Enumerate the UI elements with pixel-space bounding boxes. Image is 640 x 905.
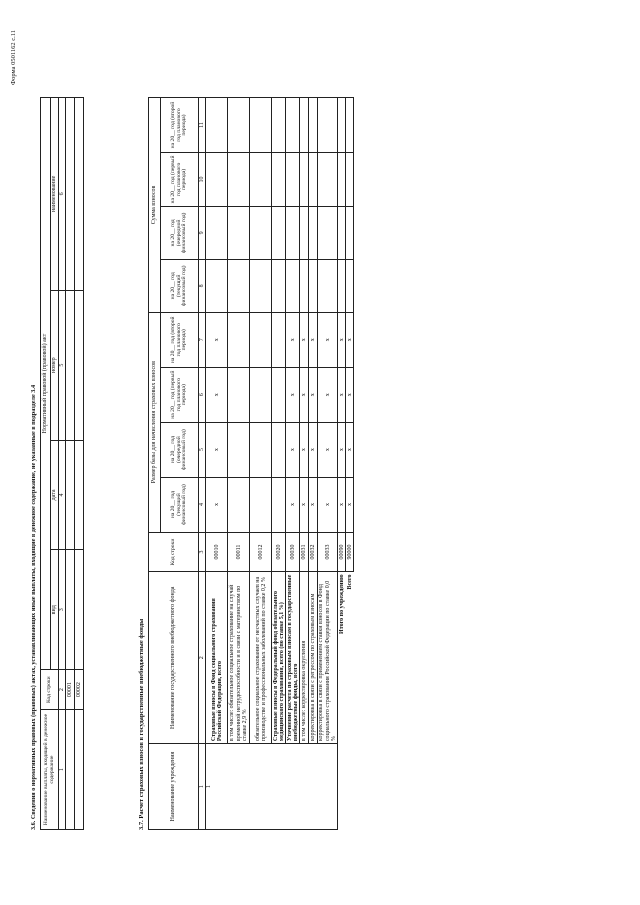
fund-name-cell: в том числе: обязательное социальное страхование на случай временной нетрудоспособности и в связи с материнством по ставке 2,9 % [228,572,250,744]
col-header-year-plan1: на 20__ год (первый год планового периода) [161,153,199,207]
form-label: Форма 0501162 с.11 [10,29,17,85]
base-cell: x [309,312,318,367]
sum-cell[interactable] [206,98,228,153]
sum-cell[interactable] [228,153,250,207]
base-cell: x [309,477,318,532]
col-header-institution: Наименование учреждения [149,744,199,830]
institution-name-cell: 1 [206,744,338,830]
sum-cell[interactable] [228,206,250,259]
table-row [228,98,250,830]
table-row [300,98,309,830]
base-cell: x [300,422,309,477]
base-cell: x [338,422,346,477]
col-number: 2 [59,670,66,710]
base-cell[interactable] [272,422,286,477]
base-cell: x [286,312,300,367]
base-cell[interactable] [272,367,286,422]
col-header-fund: Наименование государственного внебюджетного фонда [149,572,199,744]
table-row [206,98,228,830]
sum-cell[interactable] [272,153,286,207]
base-cell[interactable] [250,312,272,367]
base-cell: x [318,477,338,532]
base-cell[interactable] [228,477,250,532]
sum-cell[interactable] [228,98,250,153]
col-header-year-current: на 20__ год (текущий финансовый год) [161,477,199,532]
table-row [66,98,75,830]
fund-name-cell: корректировка в связи с регрессом по страховым взносам [309,572,318,744]
base-cell[interactable] [272,312,286,367]
input-cell[interactable] [66,550,75,670]
sum-cell[interactable] [250,98,272,153]
base-cell[interactable] [250,477,272,532]
total-label: Итого по учреждению [338,574,345,634]
sum-cell[interactable] [346,206,354,259]
base-cell[interactable] [272,477,286,532]
sum-cell[interactable] [338,153,346,207]
col-header-sum: Сумма взносов [149,98,161,313]
sum-cell[interactable] [346,259,354,312]
col-header-year-next: на 20__ год (очередной финансовый год) [161,206,199,259]
base-cell: x [206,477,228,532]
sum-cell[interactable] [338,98,346,153]
input-cell[interactable] [66,290,75,440]
table-row [250,98,272,830]
input-cell[interactable] [66,440,75,550]
fund-name-cell: Страховые взносы в Фонд социального страхования Российской Федерации, всего [206,572,228,744]
grand-total-row [346,98,354,830]
section-3-7-table [148,97,354,830]
col-number: 6 [199,367,206,422]
col-number: 5 [59,290,66,440]
col-header-code: Код строки [41,670,59,710]
fund-name-cell: обязательное социальное страхование от несчастных случаев на производстве и профессиональных заболеваний по ставке 0,2 % [250,572,272,744]
table-row [75,98,84,830]
sum-cell[interactable] [300,153,309,207]
row-code: 00033 [318,532,338,572]
base-cell: x [286,367,300,422]
sum-cell[interactable] [272,259,286,312]
base-cell[interactable] [250,422,272,477]
row-code: 00090 [338,532,346,572]
col-header-date: дата [51,440,59,550]
sum-cell[interactable] [300,259,309,312]
sum-cell[interactable] [206,206,228,259]
base-cell: x [206,422,228,477]
base-cell[interactable] [228,422,250,477]
fund-name-cell: в том числе: корректировка округления [300,572,309,744]
table-row [272,98,286,830]
col-number: 2 [199,572,206,744]
sum-cell[interactable] [309,98,318,153]
col-header-year-next: на 20__ год (очередной финансовый год) [161,422,199,477]
col-number: 8 [199,259,206,312]
sum-cell[interactable] [300,98,309,153]
row-code: 00031 [300,532,309,572]
row-code: 00010 [206,532,228,572]
row-code: 00020 [272,532,286,572]
row-code: 00012 [250,532,272,572]
input-cell[interactable] [75,98,84,291]
col-header-number: номер [51,290,59,440]
sum-cell[interactable] [338,206,346,259]
sum-cell[interactable] [272,98,286,153]
col-header-year-plan2: на 20__ год (второй год планового периода) [161,98,199,153]
sum-cell[interactable] [272,206,286,259]
table-row [309,98,318,830]
col-header-vid: вид [51,550,59,670]
sum-cell[interactable] [286,206,300,259]
sum-cell[interactable] [300,206,309,259]
sum-cell[interactable] [286,259,300,312]
sum-cell[interactable] [206,153,228,207]
base-cell: x [300,367,309,422]
col-header-year-plan1: на 20__ год (первый год планового периода) [161,367,199,422]
sum-cell[interactable] [318,259,338,312]
table-row [318,98,338,830]
col-number: 10 [199,153,206,207]
row-code: 00011 [228,532,250,572]
base-cell: x [338,312,346,367]
sum-cell[interactable] [318,153,338,207]
base-cell: x [318,312,338,367]
sum-cell[interactable] [309,153,318,207]
total-label: Всего [346,574,353,590]
base-cell: x [286,422,300,477]
sum-cell[interactable] [318,206,338,259]
base-cell: x [338,477,346,532]
col-header-legal-act: Нормативный правовой (правовой) акт [41,98,51,670]
base-cell: x [318,367,338,422]
base-cell[interactable] [228,367,250,422]
base-cell: x [206,367,228,422]
col-header-base: Размер базы для начисления страховых взносов [149,312,161,532]
base-cell: x [346,422,354,477]
col-number: 1 [59,710,66,830]
base-cell: x [309,422,318,477]
col-header-year-plan2: на 20__ год (второй год планового периода) [161,312,199,367]
input-cell[interactable] [75,550,84,670]
base-cell: x [300,477,309,532]
base-cell: x [346,367,354,422]
sum-cell[interactable] [346,98,354,153]
row-code: 00002 [75,670,84,710]
col-header-title: наименование [51,98,59,291]
sum-cell[interactable] [206,259,228,312]
input-cell[interactable] [66,98,75,291]
base-cell: x [346,312,354,367]
sum-cell[interactable] [286,98,300,153]
sum-cell[interactable] [286,153,300,207]
col-number: 4 [199,477,206,532]
sum-cell[interactable] [338,259,346,312]
base-cell: x [300,312,309,367]
col-number: 4 [59,440,66,550]
base-cell: x [206,312,228,367]
col-header-code: Код строки [149,532,199,572]
fund-name-cell: корректировка в связи с применением ставки взносов в Фонд социального страхования Российской Федерации по ставке 0,0 % [318,572,338,744]
row-code: 90000 [346,532,354,572]
section-3-6-title: 3.6. Сведения о нормативных правовых (правовых) актах, устанавливающих иные выплаты, входящие в денежное содержание, не указанные в подразделе 3.4 [30,384,37,830]
sum-cell[interactable] [318,98,338,153]
sum-cell[interactable] [346,153,354,207]
row-code: 00001 [66,670,75,710]
sum-cell[interactable] [250,153,272,207]
col-number: 5 [199,422,206,477]
col-header-year-current: на 20__ год (текущий финансовый год) [161,259,199,312]
base-cell: x [286,477,300,532]
sum-cell[interactable] [309,206,318,259]
col-number: 7 [199,312,206,367]
col-number: 3 [199,532,206,572]
fund-name-cell: Страховые взносы в Федеральный фонд обязательного медицинского страхования, всего (по ставке 5,1 %) [272,572,286,744]
table-row [286,98,300,830]
col-number: 9 [199,206,206,259]
sum-cell[interactable] [228,259,250,312]
input-cell[interactable] [75,290,84,440]
sum-cell[interactable] [250,206,272,259]
base-cell[interactable] [228,312,250,367]
input-cell[interactable] [75,440,84,550]
base-cell: x [309,367,318,422]
row-code: 00030 [286,532,300,572]
col-number: 3 [59,550,66,670]
col-header-payment-name: Наименование выплаты, входящей в денежное содержание [41,710,59,830]
section-3-6-table [40,97,84,830]
sum-cell[interactable] [309,259,318,312]
base-cell[interactable] [250,367,272,422]
base-cell: x [338,367,346,422]
base-cell: x [318,422,338,477]
total-institution-row [338,98,346,830]
base-cell: x [346,477,354,532]
col-number: 11 [199,98,206,153]
fund-name-cell: Уточнение расчета по страховым взносам в государственные внебюджетные фонды, всего [286,572,300,744]
col-number: 6 [59,98,66,291]
section-3-7-title: 3.7. Расчет страховых взносов в государственные внебюджетные фонды [138,618,145,830]
col-number: 1 [199,744,206,830]
row-code: 00032 [309,532,318,572]
sum-cell[interactable] [250,259,272,312]
